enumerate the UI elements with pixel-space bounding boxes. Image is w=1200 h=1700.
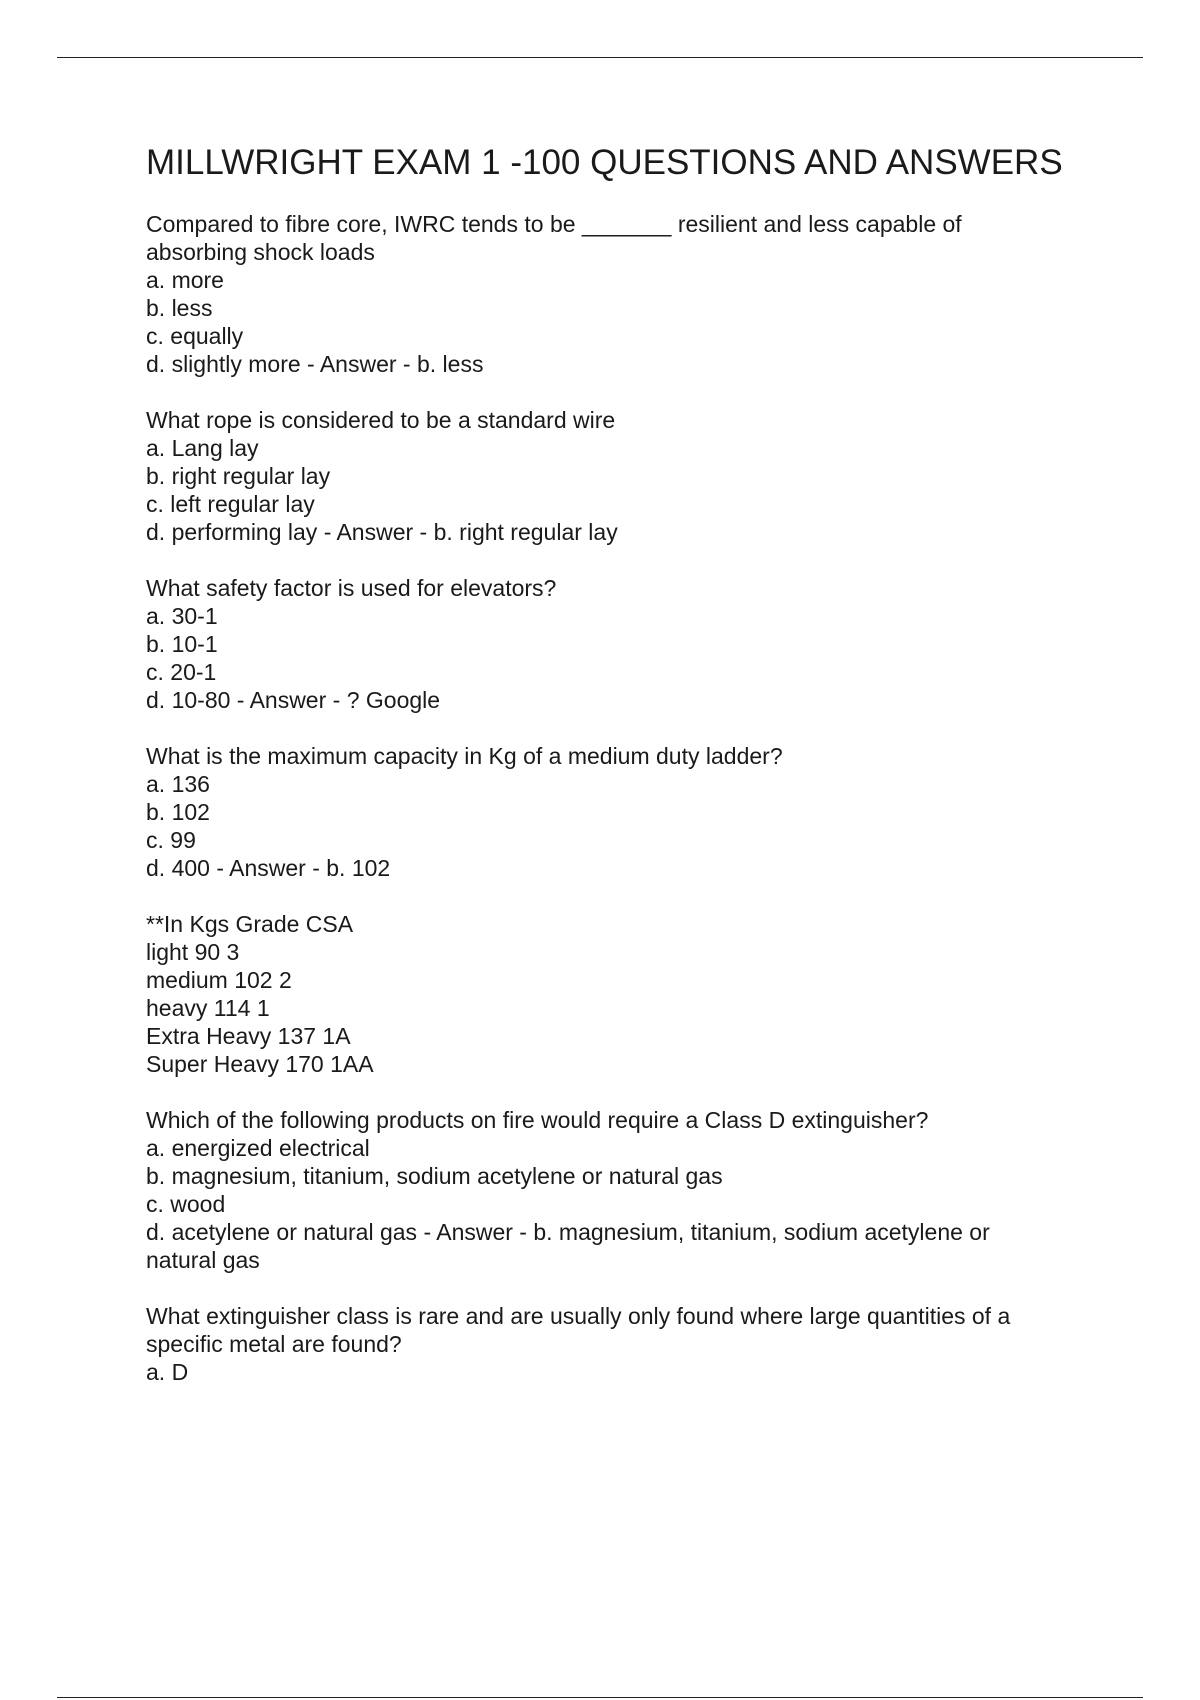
answer-option: a. Lang lay bbox=[146, 435, 259, 461]
answer-option: d. performing lay - Answer - b. right regular lay bbox=[146, 519, 618, 545]
answer-option: a. 136 bbox=[146, 771, 210, 797]
document-body bbox=[146, 142, 1066, 1414]
answer-option: a. more bbox=[146, 267, 224, 293]
answer-option: b. magnesium, titanium, sodium acetylene or natural gas bbox=[146, 1163, 723, 1189]
answer-option: a. 30-1 bbox=[146, 603, 218, 629]
answer-option: b. right regular lay bbox=[146, 463, 331, 489]
answer-option: c. left regular lay bbox=[146, 491, 315, 517]
question-text: What extinguisher class is rare and are usually only found where large quantities of a specific metal are found? bbox=[146, 1303, 1017, 1357]
note-heading: **In Kgs Grade CSA bbox=[146, 911, 354, 937]
question-text: Compared to fibre core, IWRC tends to be _______ resilient and less capable of absorbing shock loads bbox=[146, 211, 969, 265]
answer-option: a. energized electrical bbox=[146, 1135, 370, 1161]
answer-option: c. 20-1 bbox=[146, 659, 217, 685]
answer-option: c. wood bbox=[146, 1191, 226, 1217]
note-line: medium 102 2 bbox=[146, 967, 292, 993]
question-text: Which of the following products on fire would require a Class D extinguisher? bbox=[146, 1107, 929, 1133]
note-line: light 90 3 bbox=[146, 939, 240, 965]
answer-option: d. acetylene or natural gas - Answer - b. magnesium, titanium, sodium acetylene or natural gas bbox=[146, 1219, 997, 1273]
note-line: Extra Heavy 137 1A bbox=[146, 1023, 351, 1049]
answer-option: c. equally bbox=[146, 323, 244, 349]
answer-option: c. 99 bbox=[146, 827, 196, 853]
question-block-2 bbox=[146, 406, 1066, 546]
document-title: MILLWRIGHT EXAM 1 -100 QUESTIONS AND ANSWERS bbox=[146, 143, 1063, 182]
answer-option: d. 400 - Answer - b. 102 bbox=[146, 855, 391, 881]
top-rule bbox=[57, 57, 1143, 58]
answer-option: b. 102 bbox=[146, 799, 210, 825]
ladder-grade-note bbox=[146, 910, 1066, 1078]
question-block-6 bbox=[146, 1302, 1066, 1386]
question-text: What safety factor is used for elevators? bbox=[146, 575, 557, 601]
question-text: What rope is considered to be a standard wire bbox=[146, 407, 616, 433]
answer-option: a. D bbox=[146, 1359, 189, 1385]
question-block-5 bbox=[146, 1106, 1066, 1274]
question-block-1 bbox=[146, 210, 1066, 378]
answer-option: b. 10-1 bbox=[146, 631, 218, 657]
question-block-3 bbox=[146, 574, 1066, 714]
question-text: What is the maximum capacity in Kg of a medium duty ladder? bbox=[146, 743, 783, 769]
answer-option: d. 10-80 - Answer - ? Google bbox=[146, 687, 441, 713]
note-line: Super Heavy 170 1AA bbox=[146, 1051, 374, 1077]
question-block-4 bbox=[146, 742, 1066, 882]
bottom-rule bbox=[57, 1697, 1143, 1698]
answer-option: d. slightly more - Answer - b. less bbox=[146, 351, 484, 377]
note-line: heavy 114 1 bbox=[146, 995, 270, 1021]
answer-option: b. less bbox=[146, 295, 213, 321]
